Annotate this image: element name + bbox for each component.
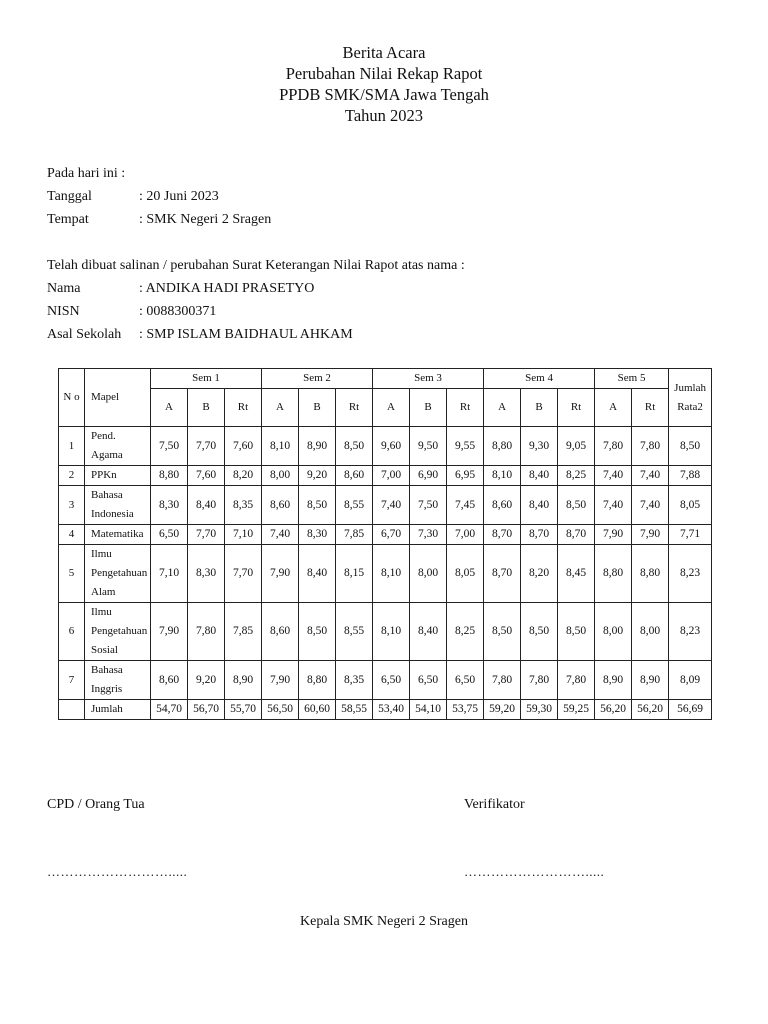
grade-cell: 8,70 [484, 525, 521, 545]
grade-cell: 8,55 [336, 486, 373, 525]
col-no-header: N o [59, 369, 85, 427]
grade-cell: 8,45 [558, 545, 595, 603]
title-line-3: PPDB SMK/SMA Jawa Tengah [279, 85, 489, 104]
grade-cell: 8,10 [373, 545, 410, 603]
grade-cell: 8,00 [410, 545, 447, 603]
average-cell: 8,09 [669, 661, 712, 700]
subject-name: Ilmu Pengetahuan Sosial [85, 603, 151, 661]
grade-cell: 8,40 [521, 466, 558, 486]
grade-cell: 8,70 [521, 525, 558, 545]
row-number: 2 [59, 466, 85, 486]
grade-cell: 7,70 [225, 545, 262, 603]
date-value: : 20 Juni 2023 [139, 189, 219, 204]
grade-cell: 8,60 [262, 486, 299, 525]
grade-cell: 7,80 [521, 661, 558, 700]
sub-column-header: Rt [632, 389, 669, 427]
name-value: : ANDIKA HADI PRASETYO [139, 281, 315, 296]
col-mapel-header: Mapel [85, 369, 151, 427]
grade-cell: 7,90 [595, 525, 632, 545]
average-cell: 7,88 [669, 466, 712, 486]
grade-cell: 8,30 [151, 486, 188, 525]
grade-cell: 8,00 [632, 603, 669, 661]
table-head [59, 369, 712, 427]
grade-cell: 8,15 [336, 545, 373, 603]
sub-column-header: Rt [225, 389, 262, 427]
average-cell: 7,71 [669, 525, 712, 545]
sub-column-header: B [410, 389, 447, 427]
total-cell: 56,50 [262, 700, 299, 720]
grade-cell: 8,30 [299, 525, 336, 545]
table-row [59, 603, 712, 661]
grade-cell: 7,70 [188, 427, 225, 466]
sub-column-header: A [151, 389, 188, 427]
grade-cell: 8,90 [595, 661, 632, 700]
grade-cell: 8,00 [595, 603, 632, 661]
col-total-header: Jumlah Rata2 [669, 369, 712, 427]
grade-cell: 8,50 [299, 486, 336, 525]
grade-cell: 8,25 [558, 466, 595, 486]
grade-cell: 8,80 [484, 427, 521, 466]
grade-cell: 7,85 [336, 525, 373, 545]
grade-cell: 8,60 [262, 603, 299, 661]
grade-cell: 8,70 [558, 525, 595, 545]
sub-column-header: B [188, 389, 225, 427]
parent-signature-line: ………………………..... [47, 864, 188, 879]
grade-cell: 6,50 [410, 661, 447, 700]
grade-cell: 7,60 [225, 427, 262, 466]
row-number: 4 [59, 525, 85, 545]
table-row [59, 427, 712, 466]
grade-cell: 8,10 [484, 466, 521, 486]
grade-cell: 8,60 [484, 486, 521, 525]
grade-cell: 7,40 [262, 525, 299, 545]
grade-cell: 9,20 [188, 661, 225, 700]
sub-column-header: B [299, 389, 336, 427]
sub-column-header: A [373, 389, 410, 427]
grade-cell: 7,00 [373, 466, 410, 486]
semester-header: Sem 1 [151, 369, 262, 389]
grade-cell: 8,50 [521, 603, 558, 661]
grade-cell: 7,50 [151, 427, 188, 466]
grade-cell: 8,80 [299, 661, 336, 700]
grade-cell: 8,20 [521, 545, 558, 603]
table-row [59, 661, 712, 700]
grade-cell: 9,60 [373, 427, 410, 466]
title-line-2: Perubahan Nilai Rekap Rapot [285, 64, 483, 83]
grade-cell: 7,80 [558, 661, 595, 700]
grade-cell: 8,60 [151, 661, 188, 700]
total-cell: 56,20 [595, 700, 632, 720]
grade-cell: 8,50 [484, 603, 521, 661]
table-row [59, 545, 712, 603]
grade-cell: 8,20 [225, 466, 262, 486]
total-empty-cell [59, 700, 85, 720]
total-cell: 59,30 [521, 700, 558, 720]
place-value: : SMK Negeri 2 Sragen [139, 212, 272, 227]
row-number: 5 [59, 545, 85, 603]
grade-cell: 8,80 [632, 545, 669, 603]
total-cell: 59,20 [484, 700, 521, 720]
sub-column-header: Rt [447, 389, 484, 427]
grade-cell: 9,05 [558, 427, 595, 466]
place-label: Tempat [47, 212, 89, 227]
average-cell: 8,23 [669, 545, 712, 603]
total-cell: 53,40 [373, 700, 410, 720]
date-label: Tanggal [47, 189, 92, 204]
nisn-label: NISN [47, 304, 80, 319]
grade-cell: 8,35 [225, 486, 262, 525]
grade-cell: 9,20 [299, 466, 336, 486]
school-value: : SMP ISLAM BAIDHAUL AHKAM [139, 327, 353, 342]
parent-signature-label: CPD / Orang Tua [47, 797, 145, 812]
title-line-1: Berita Acara [342, 43, 426, 62]
total-cell: 59,25 [558, 700, 595, 720]
opening-text: Pada hari ini : [47, 166, 126, 181]
grade-cell: 8,50 [299, 603, 336, 661]
grade-cell: 7,90 [262, 661, 299, 700]
grade-cell: 8,80 [151, 466, 188, 486]
grade-cell: 8,50 [336, 427, 373, 466]
grade-cell: 8,05 [447, 545, 484, 603]
grade-cell: 8,40 [188, 486, 225, 525]
total-cell: 56,20 [632, 700, 669, 720]
grades-table [58, 368, 712, 720]
grade-cell: 9,50 [410, 427, 447, 466]
sub-column-header: Rt [558, 389, 595, 427]
grade-cell: 8,90 [225, 661, 262, 700]
total-cell: 53,75 [447, 700, 484, 720]
grade-cell: 9,55 [447, 427, 484, 466]
sub-column-header: A [262, 389, 299, 427]
total-cell: 58,55 [336, 700, 373, 720]
semester-header: Sem 4 [484, 369, 595, 389]
grade-cell: 7,40 [632, 466, 669, 486]
grade-cell: 6,70 [373, 525, 410, 545]
grade-cell: 8,60 [336, 466, 373, 486]
student-info [47, 258, 465, 350]
event-info [47, 166, 271, 235]
total-label: Jumlah [85, 700, 151, 720]
grade-cell: 7,50 [410, 486, 447, 525]
grade-cell: 8,10 [373, 603, 410, 661]
grade-cell: 7,80 [484, 661, 521, 700]
subject-name: Bahasa Inggris [85, 661, 151, 700]
average-cell: 8,23 [669, 603, 712, 661]
row-number: 6 [59, 603, 85, 661]
semester-header: Sem 2 [262, 369, 373, 389]
grade-cell: 6,90 [410, 466, 447, 486]
grade-cell: 7,80 [595, 427, 632, 466]
grade-cell: 8,00 [262, 466, 299, 486]
grade-cell: 7,45 [447, 486, 484, 525]
grade-cell: 8,40 [410, 603, 447, 661]
row-number: 1 [59, 427, 85, 466]
grade-cell: 8,90 [299, 427, 336, 466]
grade-cell: 7,00 [447, 525, 484, 545]
table-row [59, 466, 712, 486]
total-cell: 56,70 [188, 700, 225, 720]
subject-name: Ilmu Pengetahuan Alam [85, 545, 151, 603]
principal-label: Kepala SMK Negeri 2 Sragen [300, 914, 468, 929]
subject-name: PPKn [85, 466, 151, 486]
grade-cell: 7,40 [632, 486, 669, 525]
subject-name: Matematika [85, 525, 151, 545]
grade-cell: 7,80 [632, 427, 669, 466]
table-row [59, 486, 712, 525]
grade-cell: 6,50 [447, 661, 484, 700]
grade-cell: 8,10 [262, 427, 299, 466]
grade-cell: 7,90 [262, 545, 299, 603]
name-label: Nama [47, 281, 81, 296]
grade-cell: 8,55 [336, 603, 373, 661]
sub-column-header: B [521, 389, 558, 427]
total-cell: 54,10 [410, 700, 447, 720]
verifier-signature-label: Verifikator [464, 797, 525, 812]
grade-cell: 7,80 [188, 603, 225, 661]
average-cell: 8,05 [669, 486, 712, 525]
semester-header: Sem 3 [373, 369, 484, 389]
grade-cell: 7,70 [188, 525, 225, 545]
grade-cell: 8,50 [558, 486, 595, 525]
grade-cell: 6,50 [151, 525, 188, 545]
grade-cell: 8,90 [632, 661, 669, 700]
verifier-signature-line: ………………………..... [464, 864, 605, 879]
total-row [59, 700, 712, 720]
sub-column-header: Rt [336, 389, 373, 427]
statement-text: Telah dibuat salinan / perubahan Surat Keterangan Nilai Rapot atas nama : [47, 258, 465, 273]
table-row [59, 525, 712, 545]
document-title [0, 42, 768, 126]
grade-cell: 8,40 [521, 486, 558, 525]
average-cell: 8,50 [669, 427, 712, 466]
grade-cell: 9,30 [521, 427, 558, 466]
grade-cell: 7,30 [410, 525, 447, 545]
grade-cell: 8,25 [447, 603, 484, 661]
grade-cell: 7,40 [595, 486, 632, 525]
grade-cell: 7,90 [632, 525, 669, 545]
grade-cell: 8,30 [188, 545, 225, 603]
total-average-cell: 56,69 [669, 700, 712, 720]
semester-header: Sem 5 [595, 369, 669, 389]
grade-cell: 7,10 [151, 545, 188, 603]
grade-cell: 7,10 [225, 525, 262, 545]
grade-cell: 8,80 [595, 545, 632, 603]
title-line-4: Tahun 2023 [344, 106, 424, 125]
grade-cell: 7,60 [188, 466, 225, 486]
grade-cell: 7,90 [151, 603, 188, 661]
nisn-value: : 0088300371 [139, 304, 217, 319]
grade-cell: 8,35 [336, 661, 373, 700]
total-cell: 55,70 [225, 700, 262, 720]
grade-cell: 7,85 [225, 603, 262, 661]
grade-cell: 6,50 [373, 661, 410, 700]
total-cell: 54,70 [151, 700, 188, 720]
row-number: 7 [59, 661, 85, 700]
grade-cell: 6,95 [447, 466, 484, 486]
grade-cell: 8,70 [484, 545, 521, 603]
sub-column-header: A [484, 389, 521, 427]
subject-name: Bahasa Indonesia [85, 486, 151, 525]
grade-cell: 7,40 [595, 466, 632, 486]
table-body [59, 427, 712, 720]
school-label: Asal Sekolah [47, 327, 122, 342]
grade-cell: 8,50 [558, 603, 595, 661]
row-number: 3 [59, 486, 85, 525]
sub-column-header: A [595, 389, 632, 427]
total-cell: 60,60 [299, 700, 336, 720]
subject-name: Pend. Agama [85, 427, 151, 466]
grade-cell: 8,40 [299, 545, 336, 603]
grade-cell: 7,40 [373, 486, 410, 525]
